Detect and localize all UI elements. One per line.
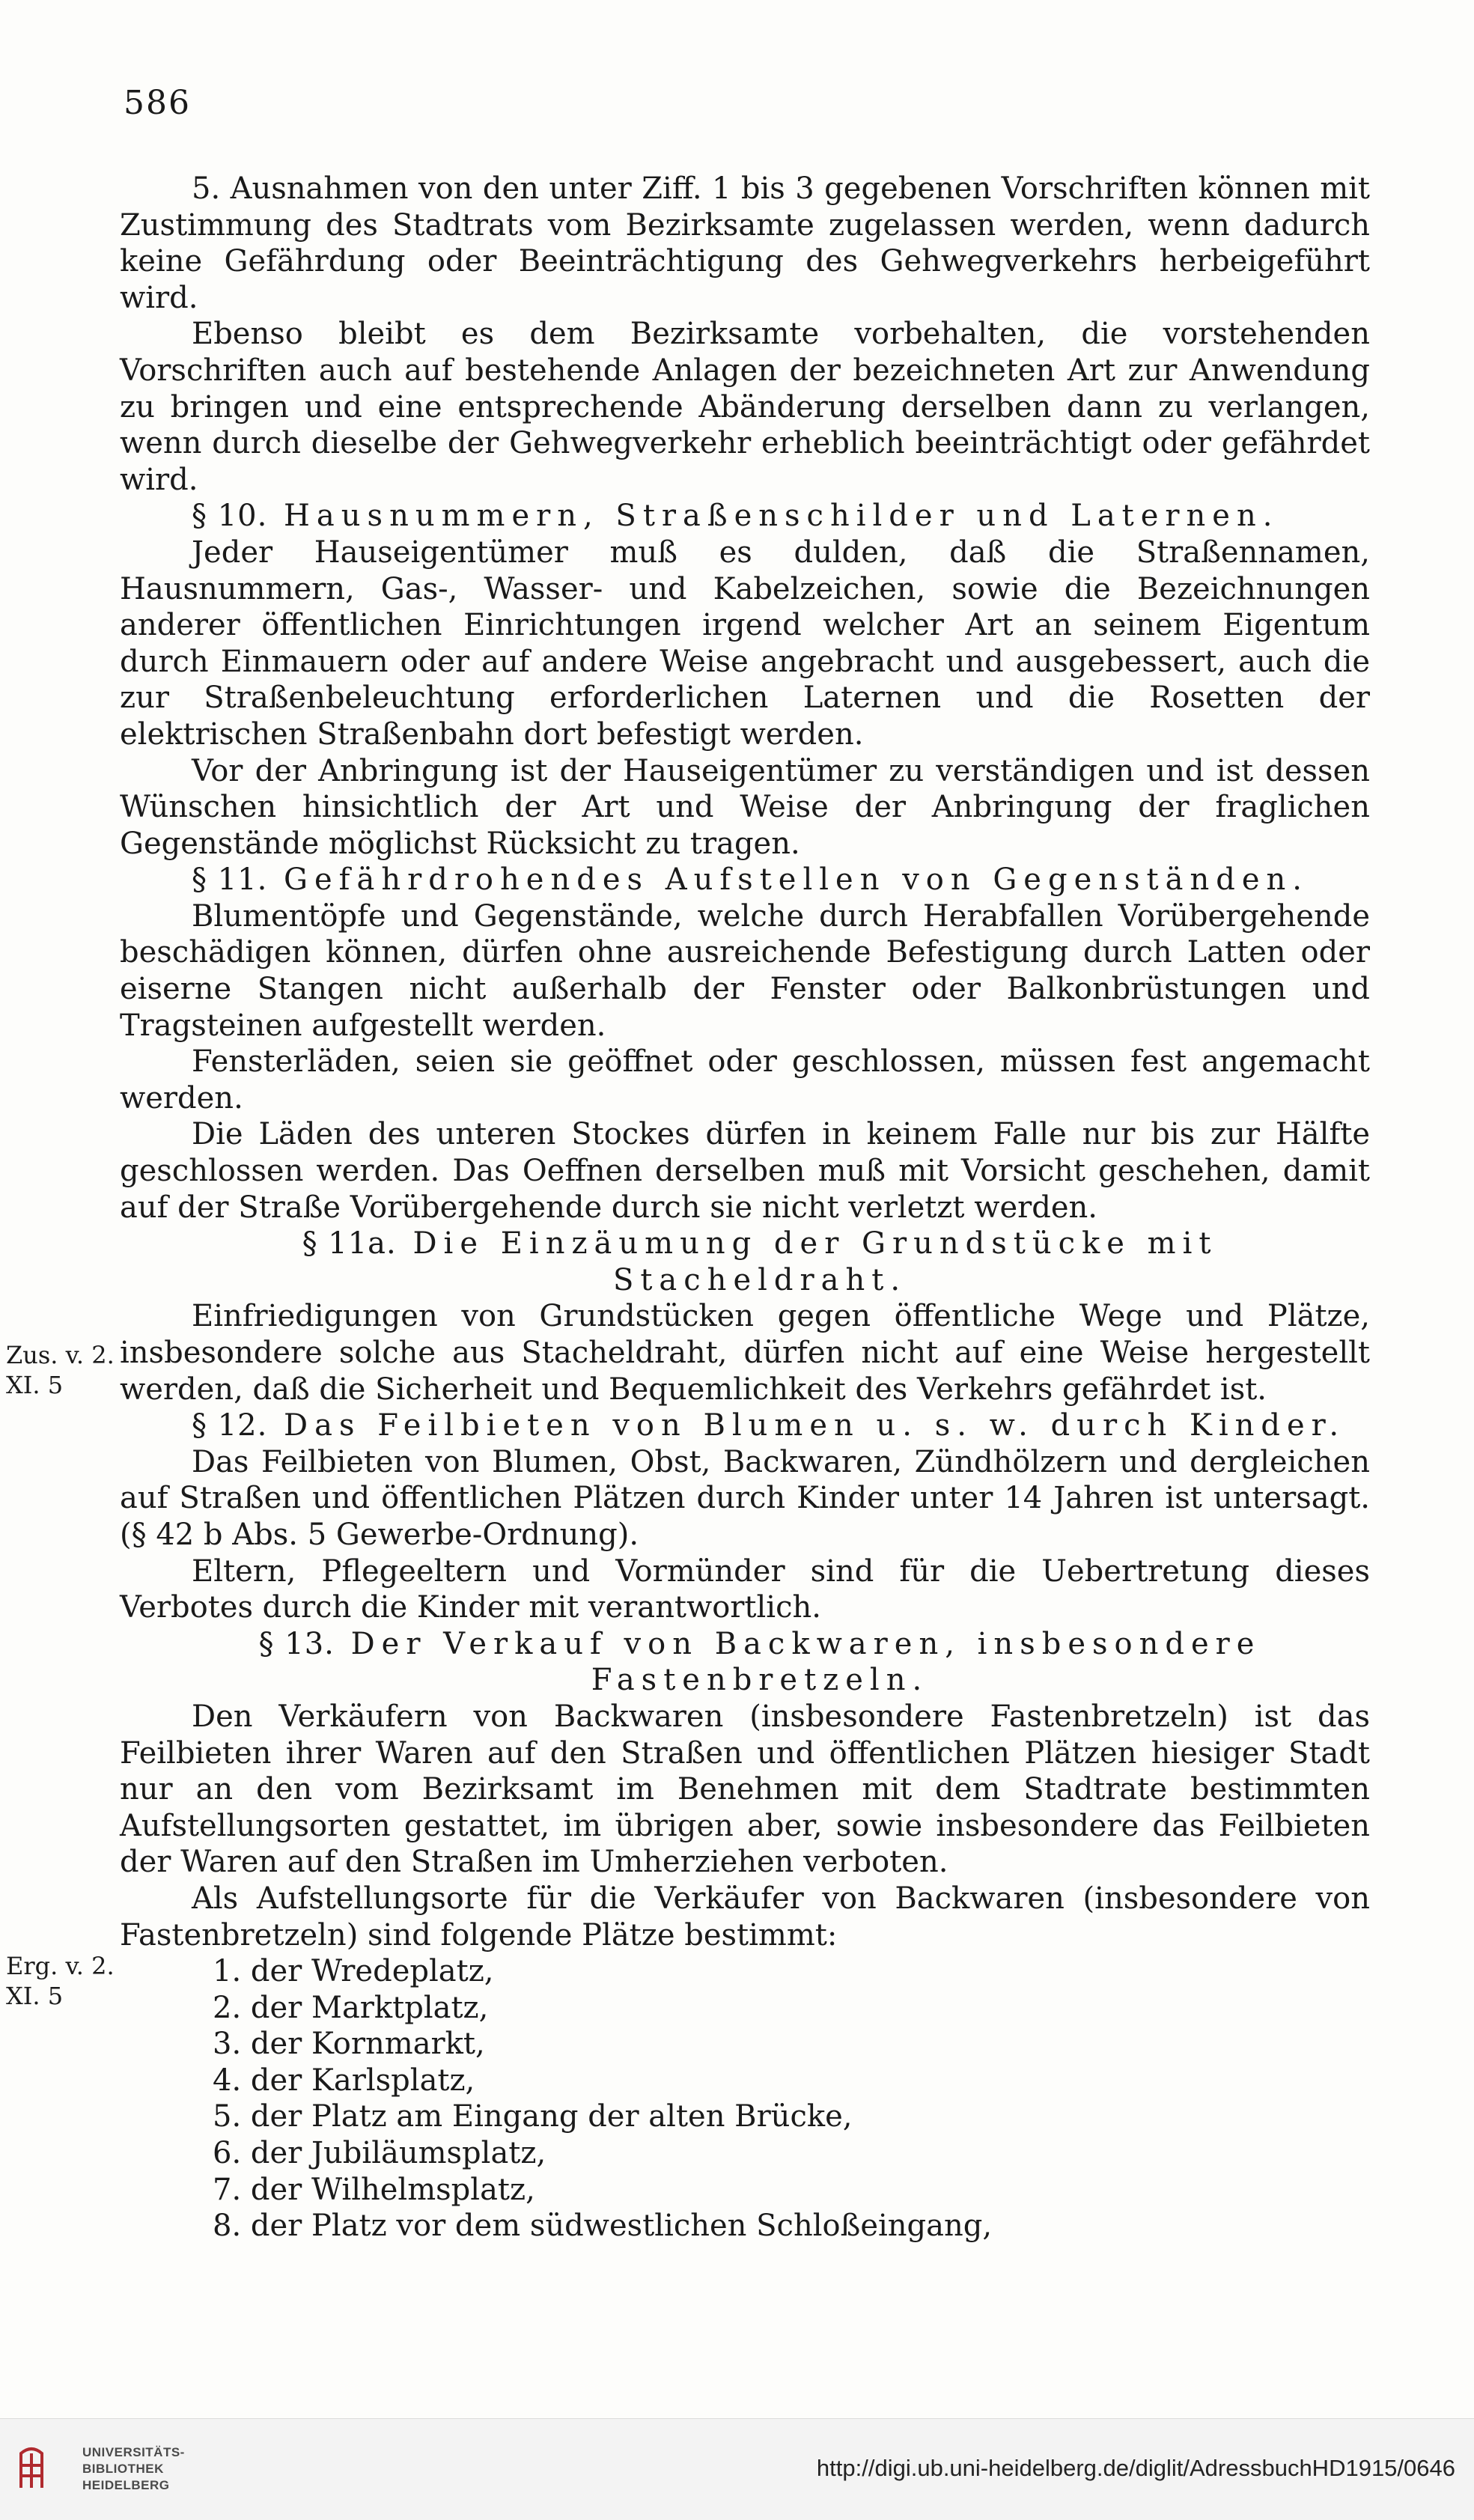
- list-item: 7. der Wilhelmsplatz,: [213, 2172, 535, 2207]
- paragraph-flowerpots: Blumentöpfe und Gegenstände, welche durch Herabfallen Vorübergehende beschädigen können, dürfen ohne ausreichende Befestigung durch Latten oder eiserne Stangen nicht außerhalb der Fenster oder Balkonbrüstungen und Tragsteinen aufgestellt werden.: [120, 898, 1370, 1043]
- section-heading-12: [120, 1407, 1370, 1444]
- section-title: Die Einzäumung der Grundstücke mit Stacheldraht.: [412, 1226, 1218, 1297]
- logo-line: UNIVERSITÄTS-: [82, 2445, 185, 2459]
- section-number: § 11.: [192, 862, 268, 898]
- section-number: § 11a.: [302, 1226, 397, 1261]
- paragraph-house-owner: Jeder Hauseigentümer muß es dulden, daß die Straßennamen, Hausnummern, Gas-, Wasser- und Kabelzeichen, sowie die Bezeichnungen anderer öffentlichen Einrichtungen irgend welcher Art an seinem Eigentum durch Einmauern oder auf andere Weise angebracht und ausgebessert, auch die zur Straßenbeleuchtung erforderlichen Laternen und die Rosetten der elektrischen Straßenbahn dort befestigt werden.: [120, 535, 1370, 752]
- paragraph-parents: Eltern, Pflegeeltern und Vormünder sind für die Uebertretung dieses Verbotes durch die Kinder mit verantwortlich.: [120, 1553, 1370, 1625]
- university-seal-icon: [15, 2443, 48, 2494]
- paragraph-bakery-vendors: Den Verkäufern von Backwaren (insbesondere Fastenbretzeln) ist das Feilbieten ihrer Waren auf den Straßen und öffentlichen Plätzen hiesiger Stadt nur an den vom Bezirksamt im Benehmen mit dem Stadtrate bestimmten Aufstellungsorten gestattet, im übrigen aber, sowie insbesondere das Feilbieten der Waren auf den Straßen im Umherziehen verboten.: [120, 1699, 1370, 1880]
- list-item: 3. der Kornmarkt,: [213, 2027, 485, 2062]
- section-heading-10: [120, 498, 1370, 535]
- section-title: Das Feilbieten von Blumen u. s. w. durch Kinder.: [284, 1408, 1346, 1443]
- paragraph-lower-shutters: Die Läden des unteren Stockes dürfen in keinem Falle nur bis zur Hälfte geschlossen werden. Das Oeffnen derselben muß mit Vorsicht geschehen, damit auf der Straße Vorübergehende durch sie nicht verletzt werden.: [120, 1117, 1370, 1225]
- viewer-footer: [0, 2418, 1474, 2520]
- list-item: 1. der Wredeplatz,: [213, 1954, 494, 1989]
- list-item: 4. der Karlsplatz,: [213, 2063, 475, 2098]
- list-item: 6. der Jubiläumsplatz,: [213, 2136, 546, 2171]
- document-body: [120, 171, 1370, 2244]
- logo-line: BIBLIOTHEK: [82, 2462, 164, 2476]
- list-item: 2. der Marktplatz,: [213, 1990, 489, 2025]
- paragraph-shutters: Fensterläden, seien sie geöffnet oder geschlossen, müssen fest angemacht werden.: [120, 1044, 1370, 1116]
- section-number: § 12.: [192, 1408, 268, 1443]
- margin-note-supplement: Erg. v. 2. XI. 5: [6, 1952, 115, 2010]
- list-item: 8. der Platz vor dem südwestlichen Schloßeingang,: [213, 2209, 993, 2244]
- permalink-url[interactable]: http://digi.ub.uni-heidelberg.de/diglit/AdressbuchHD1915/0646: [816, 2455, 1455, 2481]
- section-title: Der Verkauf von Backwaren, insbesondere Fastenbretzeln.: [350, 1626, 1261, 1698]
- paragraph-district-office: Ebenso bleibt es dem Bezirksamte vorbehalten, die vorstehenden Vorschriften auch auf bestehende Anlagen der bezeichneten Art zur Anwendung zu bringen und eine entsprechende Abänderung derselben dann zu verlangen, wenn durch dieselbe der Gehwegverkehr erheblich beeinträchtigt oder gefährdet wird.: [120, 317, 1370, 497]
- section-heading-11a: [120, 1226, 1370, 1298]
- section-title: Gefährdrohendes Aufstellen von Gegenständen.: [284, 862, 1309, 898]
- logo-line: HEIDELBERG: [82, 2478, 170, 2492]
- section-heading-11: [120, 862, 1370, 898]
- section-title: Hausnummern, Straßenschilder und Laternen.: [284, 499, 1279, 534]
- paragraph-children-selling: Das Feilbieten von Blumen, Obst, Backwaren, Zündhölzern und dergleichen auf Straßen und öffentlichen Plätzen durch Kinder unter 14 Jahren ist untersagt. (§ 42 b Abs. 5 Gewerbe-Ordnung).: [120, 1444, 1370, 1552]
- paragraph-exceptions: 5. Ausnahmen von den unter Ziff. 1 bis 3 gegebenen Vorschriften können mit Zustimmung des Stadtrats vom Bezirksamte zugelassen werden, wenn dadurch keine Gefährdung oder Beeinträchtigung des Gehwegverkehrs herbeigeführt wird.: [120, 171, 1370, 315]
- paragraph-notification: Vor der Anbringung ist der Hauseigentümer zu verständigen und ist dessen Wünschen hinsichtlich der Art und Weise der Anbringung der fraglichen Gegenstände möglichst Rücksicht zu tragen.: [120, 753, 1370, 861]
- list-item: 5. der Platz am Eingang der alten Brücke,: [213, 2099, 853, 2134]
- locations-list: [120, 1953, 1370, 2244]
- page-number: 586: [124, 84, 191, 122]
- paragraph-locations: Als Aufstellungsorte für die Verkäufer von Backwaren (insbesondere von Fastenbretzeln) sind folgende Plätze bestimmt:: [120, 1881, 1370, 1953]
- section-heading-13: [120, 1626, 1370, 1699]
- paragraph-fencing: Einfriedigungen von Grundstücken gegen öffentliche Wege und Plätze, insbesondere solche aus Stacheldraht, dürfen nicht auf eine Weise hergestellt werden, daß die Sicherheit und Bequemlichkeit des Verkehrs gefährdet ist.: [120, 1299, 1370, 1407]
- section-number: § 10.: [192, 499, 268, 534]
- margin-note-addition: Zus. v. 2. XI. 5: [6, 1341, 115, 1399]
- library-logo-text: [82, 2444, 185, 2494]
- section-number: § 13.: [258, 1626, 335, 1661]
